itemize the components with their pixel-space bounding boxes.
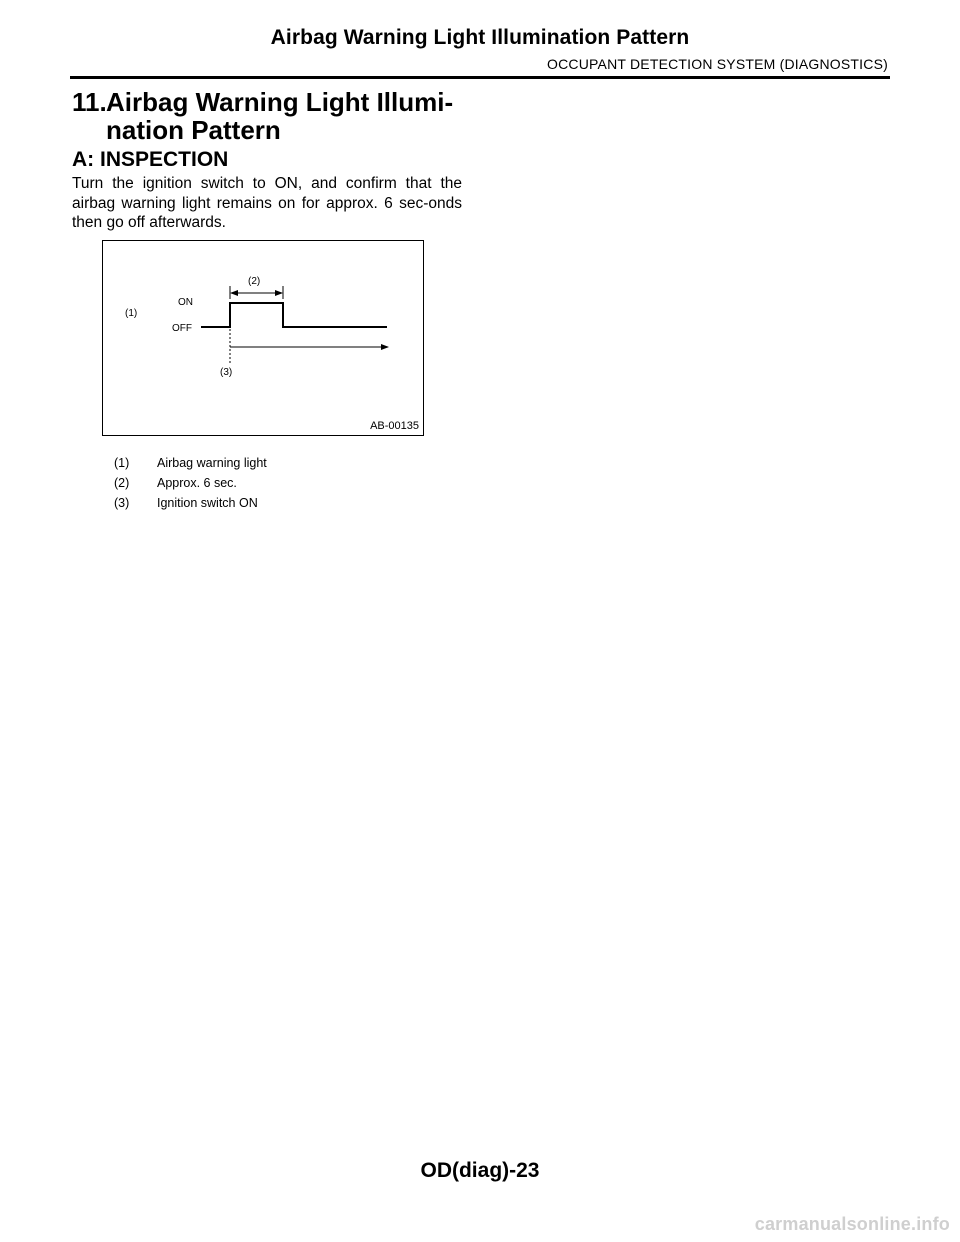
inspection-instructions: Turn the ignition switch to ON, and confirm that the airbag warning light remains on for approx. 6 sec-onds then go off afterwards. [72,175,462,231]
section-number: 11. [72,87,107,117]
legend-item [114,495,454,515]
legend-text: Ignition switch ON [157,496,258,510]
section-heading [72,88,492,144]
legend-code: (2) [114,476,130,490]
on-label: ON [178,297,193,308]
ignition-callout: (3) [220,367,233,378]
duration-callout: (2) [248,276,261,287]
section-title-line1: Airbag Warning Light Illumi- [106,87,454,117]
page-number: OD(diag)-23 [420,1159,540,1182]
figure-code: AB-00135 [370,420,419,432]
legend-code: (1) [114,456,130,470]
page-header-subtitle: OCCUPANT DETECTION SYSTEM (DIAGNOSTICS) [547,56,888,72]
off-label: OFF [172,323,192,334]
illumination-pattern-diagram [103,241,425,437]
legend-item [114,475,454,495]
light-signal-trace [201,303,387,327]
section-title-line2: nation Pattern [106,115,281,145]
header-rule [70,76,890,79]
figure-legend [114,455,454,515]
legend-code: (3) [114,496,130,510]
page-header-title: Airbag Warning Light Illumination Pattern [270,26,690,49]
legend-item [114,455,454,475]
legend-text: Airbag warning light [157,456,267,470]
illumination-pattern-figure [102,240,424,436]
subsection-heading: A: INSPECTION [72,148,229,171]
legend-text: Approx. 6 sec. [157,476,237,490]
light-callout: (1) [125,308,138,319]
watermark: carmanualsonline.info [754,1214,950,1234]
